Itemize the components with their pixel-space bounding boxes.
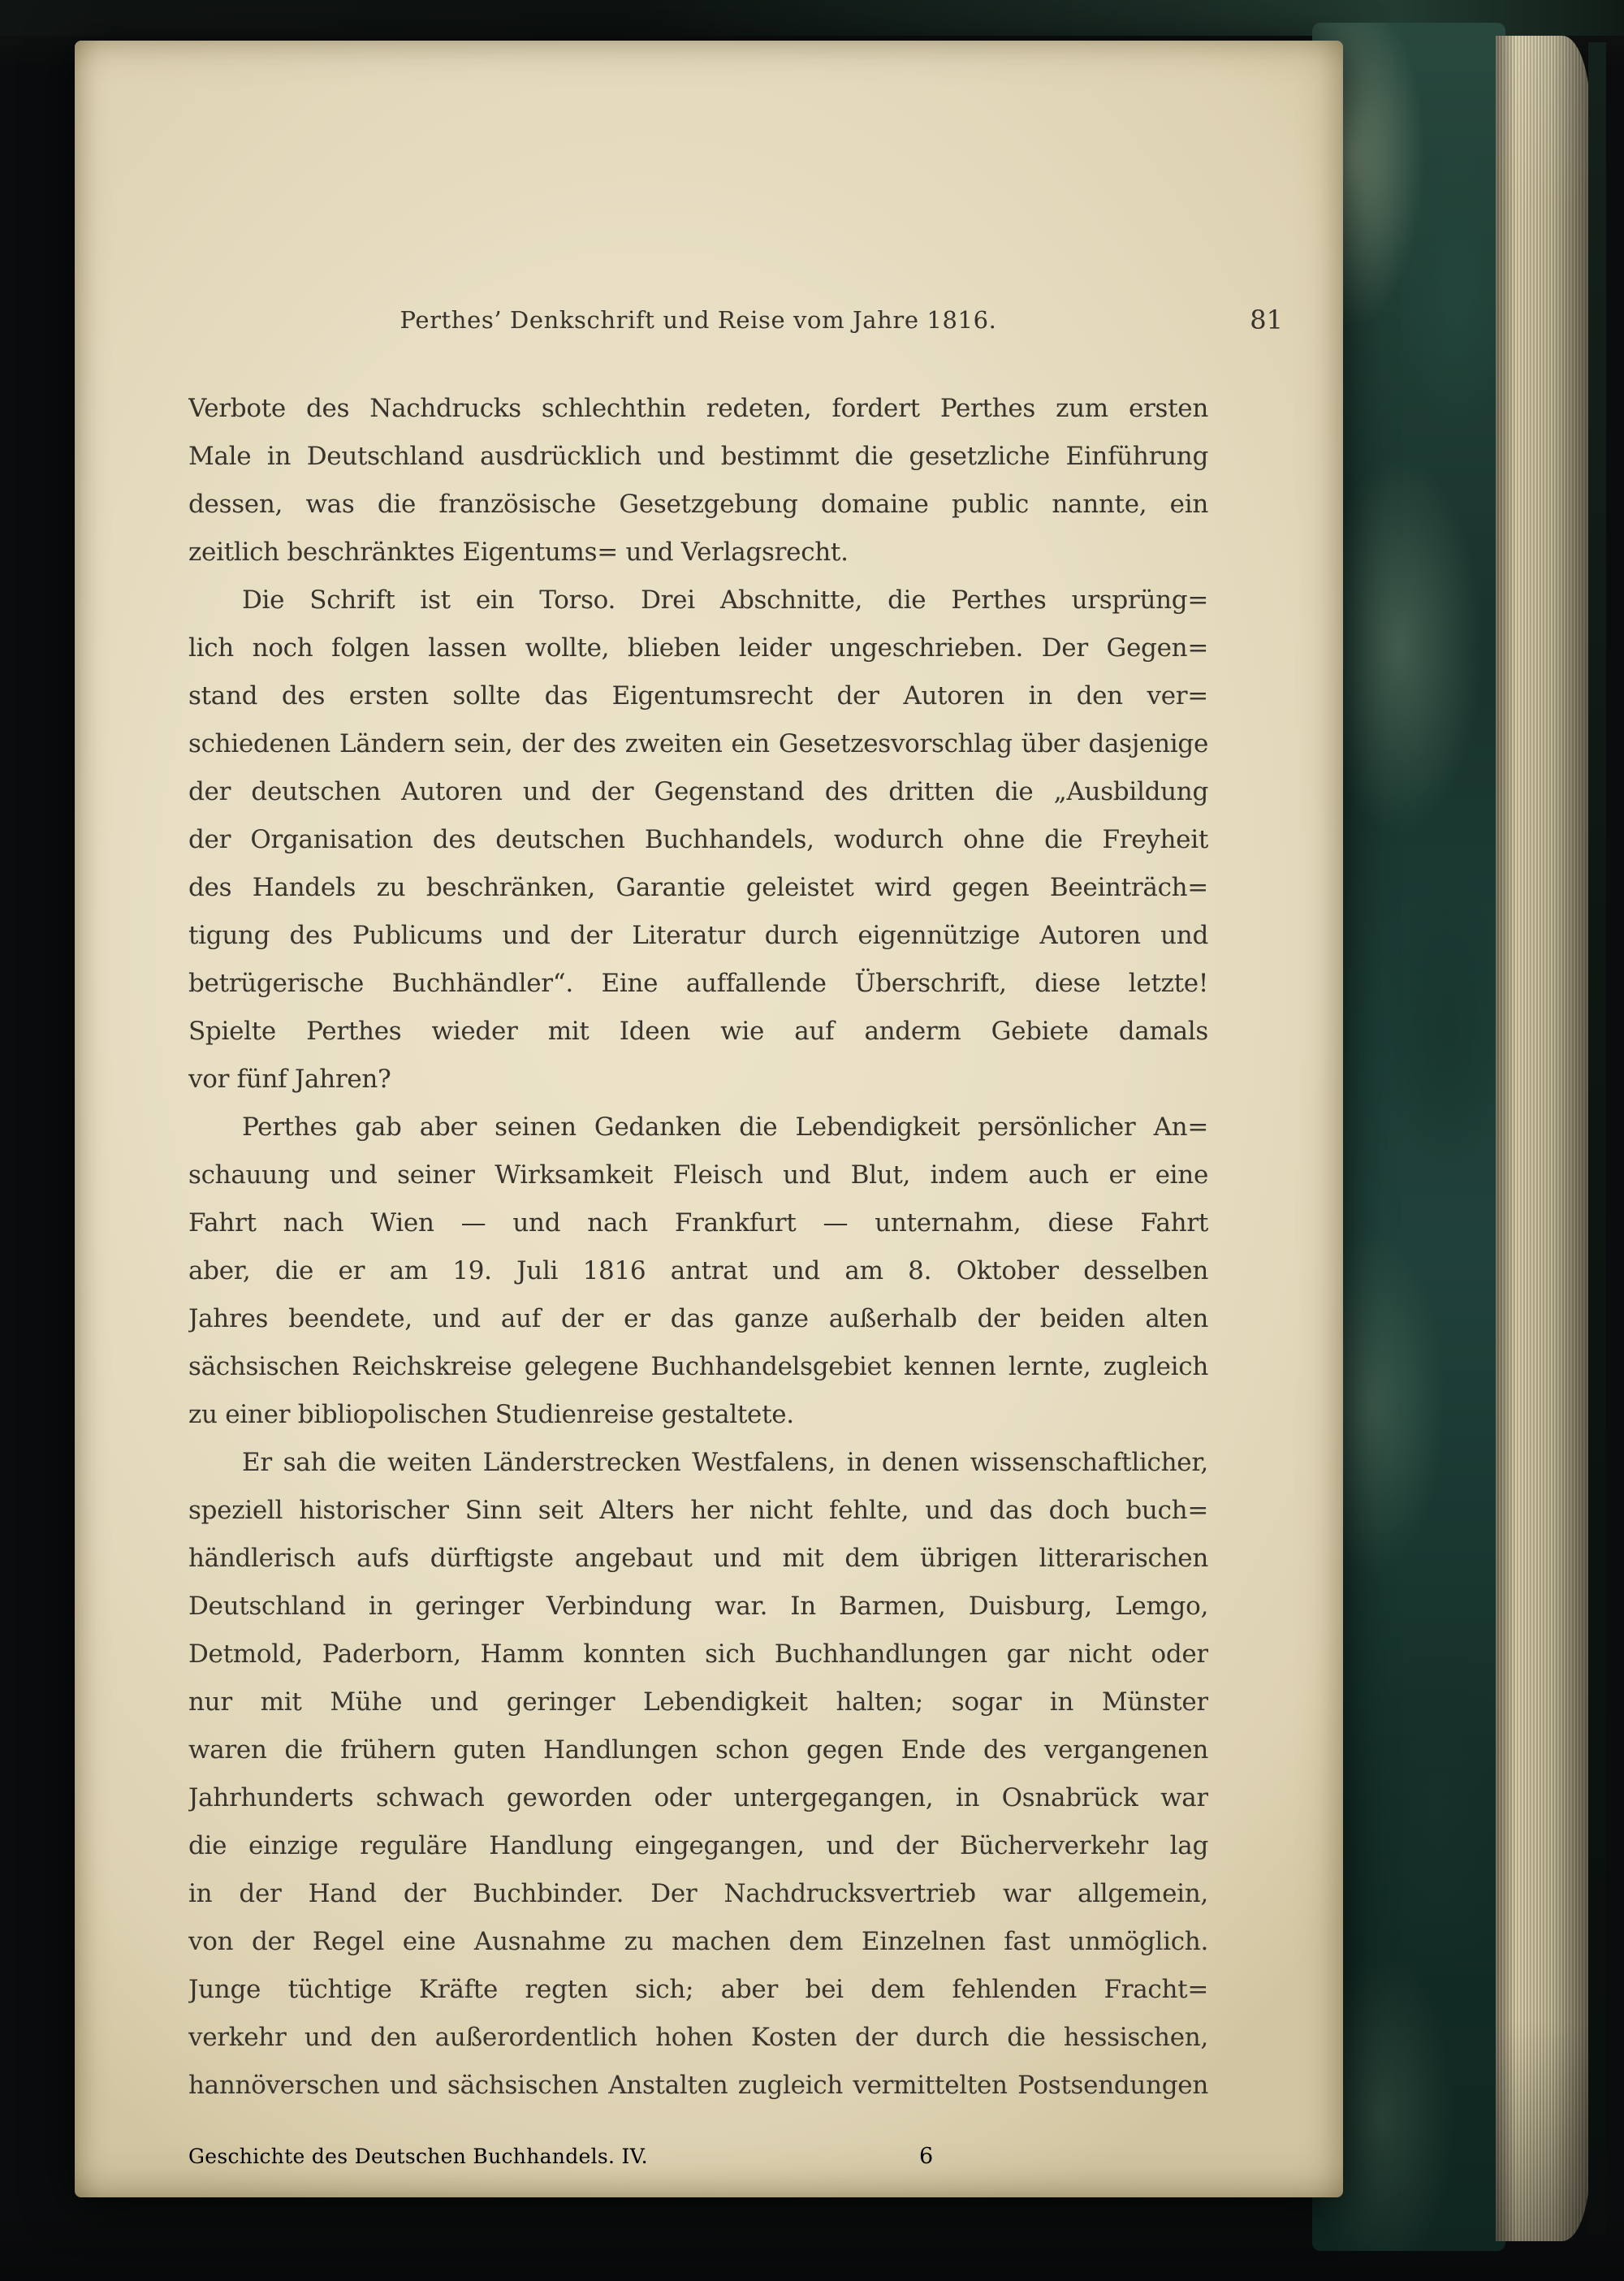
- text-line: Die Schrift ist ein Torso. Drei Abschnitte, die Perthes ursprüng=: [242, 585, 1208, 615]
- text-line: betrügerische Buchhändler“. Eine auffallende Überschrift, diese letzte!: [188, 969, 1208, 998]
- text-line: Fahrt nach Wien — und nach Frankfurt — unternahm, diese Fahrt: [188, 1208, 1208, 1238]
- text-line: vor fünf Jahren?: [188, 1065, 391, 1094]
- text-line: händlerisch aufs dürftigste angebaut und mit dem übrigen litterarischen: [188, 1544, 1208, 1573]
- text-line: von der Regel eine Ausnahme zu machen dem Einzelnen fast unmöglich.: [188, 1927, 1208, 1956]
- text-line: Detmold, Paderborn, Hamm konnten sich Buchhandlungen gar nicht oder: [188, 1639, 1208, 1669]
- footer-sheet-number: 6: [919, 2144, 934, 2169]
- text-line: waren die frühern guten Handlungen schon gegen Ende des vergangenen: [188, 1735, 1208, 1765]
- text-line: dessen, was die französische Gesetzgebung domaine public nannte, ein: [188, 490, 1208, 519]
- text-line: zu einer bibliopolischen Studienreise gestaltete.: [188, 1400, 794, 1429]
- text-line: Junge tüchtige Kräfte regten sich; aber bei dem fehlenden Fracht=: [188, 1975, 1208, 2004]
- text-line: tigung des Publicums und der Literatur durch eigennützige Autoren und: [188, 921, 1208, 950]
- page-text-block: [188, 302, 1283, 2110]
- footer-signature-title: Geschichte des Deutschen Buchhandels. IV.: [188, 2145, 648, 2168]
- page-stack-fore-edge: [1496, 36, 1590, 2241]
- text-line: Er sah die weiten Länderstrecken Westfalens, in denen wissenschaftlicher,: [242, 1448, 1208, 1477]
- text-line: der Organisation des deutschen Buchhandels, wodurch ohne die Freyheit: [188, 825, 1208, 854]
- text-line: zeitlich beschränktes Eigentums= und Verlagsrecht.: [188, 538, 849, 567]
- body-paragraph: [188, 1104, 1208, 1439]
- text-line: der deutschen Autoren und der Gegenstand des dritten die „Ausbildung: [188, 777, 1208, 806]
- page-number: 81: [1250, 305, 1283, 335]
- text-line: hannöverschen und sächsischen Anstalten zugleich vermittelten Postsendungen: [188, 2071, 1208, 2100]
- text-line: nur mit Mühe und geringer Lebendigkeit halten; sogar in Münster: [188, 1687, 1208, 1717]
- text-line: Spielte Perthes wieder mit Ideen wie auf anderm Gebiete damals: [188, 1017, 1208, 1046]
- text-line: Male in Deutschland ausdrücklich und bestimmt die gesetzliche Einführung: [188, 442, 1208, 471]
- text-line: die einzige reguläre Handlung eingegangen, und der Bücherverkehr lag: [188, 1831, 1208, 1860]
- text-line: speziell historischer Sinn seit Alters her nicht fehlte, und das doch buch=: [188, 1496, 1208, 1525]
- page-footer: [188, 2141, 1208, 2173]
- text-line: lich noch folgen lassen wollte, blieben leider ungeschrieben. Der Gegen=: [188, 633, 1208, 663]
- text-line: schauung und seiner Wirksamkeit Fleisch und Blut, indem auch er eine: [188, 1160, 1208, 1190]
- text-line: stand des ersten sollte das Eigentumsrecht der Autoren in den ver=: [188, 681, 1208, 711]
- body-paragraph: [188, 1439, 1208, 2110]
- text-line: schiedenen Ländern sein, der des zweiten ein Gesetzesvorschlag über dasjenige: [188, 729, 1208, 758]
- book-spine-edge: [1588, 42, 1606, 2235]
- text-line: des Handels zu beschränken, Garantie geleistet wird gegen Beeinträch=: [188, 873, 1208, 902]
- text-line: sächsischen Reichskreise gelegene Buchhandelsgebiet kennen lernte, zugleich: [188, 1352, 1208, 1381]
- text-line: Deutschland in geringer Verbindung war. In Barmen, Duisburg, Lemgo,: [188, 1592, 1208, 1621]
- book-page: [75, 41, 1343, 2197]
- body-paragraph: [188, 577, 1208, 1104]
- body-paragraph: [188, 385, 1208, 577]
- text-line: in der Hand der Buchbinder. Der Nachdrucksvertrieb war allgemein,: [188, 1879, 1208, 1908]
- running-header: [188, 302, 1283, 354]
- running-header-title: Perthes’ Denkschrift und Reise vom Jahre 1816.: [400, 306, 997, 334]
- text-line: Jahrhunderts schwach geworden oder untergegangen, in Osnabrück war: [188, 1783, 1208, 1812]
- text-line: aber, die er am 19. Juli 1816 antrat und am 8. Oktober desselben: [188, 1256, 1208, 1285]
- body-text: [188, 385, 1208, 2110]
- text-line: Verbote des Nachdrucks schlechthin redeten, fordert Perthes zum ersten: [188, 394, 1208, 423]
- text-line: Perthes gab aber seinen Gedanken die Lebendigkeit persönlicher An=: [242, 1112, 1208, 1142]
- text-line: verkehr und den außerordentlich hohen Kosten der durch die hessischen,: [188, 2023, 1208, 2052]
- text-line: Jahres beendete, und auf der er das ganze außerhalb der beiden alten: [188, 1304, 1208, 1333]
